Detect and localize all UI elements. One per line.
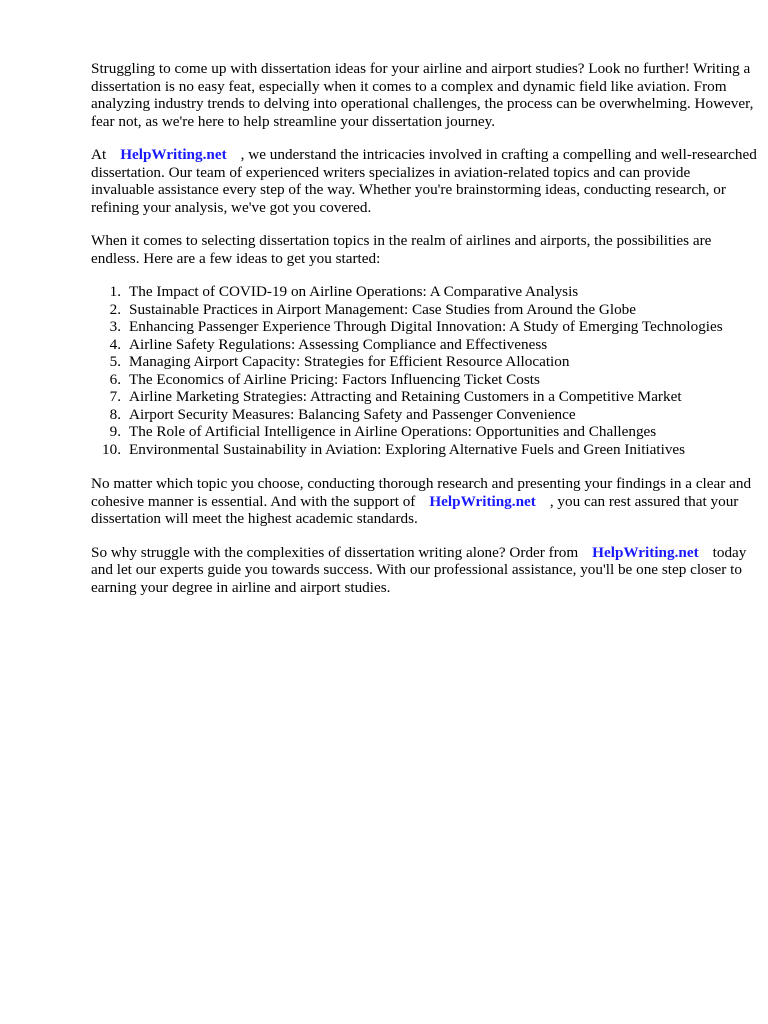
research-post-text: , you can rest assured that your dissertation will meet the highest academic standards.	[91, 492, 739, 527]
list-item	[91, 283, 757, 301]
list-item	[91, 371, 757, 389]
closing-post-text: today and let our experts guide you towards success. With our professional assistance, you'll be one step closer to earning your degree in airline and airport studies.	[91, 543, 747, 596]
closing-pre-text: So why struggle with the complexities of dissertation writing alone? Order from	[91, 543, 579, 561]
helpwriting-link-research[interactable]: HelpWriting.net	[429, 492, 536, 510]
topics-intro-paragraph: When it comes to selecting dissertation topics in the realm of airlines and airports, the possibilities are endless. Here are a few ideas to get you started:	[91, 232, 712, 267]
list-item	[91, 423, 757, 441]
helpwriting-link-about[interactable]: HelpWriting.net	[120, 146, 227, 163]
list-item-number: 5.	[109, 353, 121, 370]
list-item-text: Environmental Sustainability in Aviation: Exploring Alternative Fuels and Green Initiatives	[129, 440, 686, 458]
list-item-number: 4.	[109, 335, 121, 353]
helpwriting-link-closing[interactable]: HelpWriting.net	[592, 543, 699, 561]
about-post-text: , we understand the intricacies involved in crafting a compelling and well-researched dissertation. Our team of experienced writers specializes in aviation-related topics and can provide invaluable assistance every step of the way. Whether you're brainstorming ideas, conducting research, or refining your analysis, we've got you covered.	[91, 146, 757, 216]
list-item	[91, 318, 757, 336]
list-item-number: 6.	[109, 370, 121, 388]
list-item-text: The Economics of Airline Pricing: Factors Influencing Ticket Costs	[129, 370, 540, 388]
list-item-number: 1.	[109, 283, 121, 300]
closing-paragraph	[91, 544, 757, 597]
list-item-text: Airline Marketing Strategies: Attracting and Retaining Customers in a Competitive Market	[129, 388, 682, 405]
intro-paragraph: Struggling to come up with dissertation ideas for your airline and airport studies? Look no further! Writing a dissertation is no easy feat, especially when it comes to a complex and dynamic field like aviation. From analyzing industry trends to delving into operational challenges, the process can be overwhelming. However, fear not, as we're here to help streamline your dissertation journey.	[91, 60, 754, 130]
list-item-text: Sustainable Practices in Airport Management: Case Studies from Around the Globe	[129, 300, 636, 318]
list-item-text: Airport Security Measures: Balancing Safety and Passenger Convenience	[129, 405, 576, 423]
list-item-number: 9.	[109, 423, 121, 440]
list-item-text: The Impact of COVID-19 on Airline Operations: A Comparative Analysis	[129, 283, 579, 300]
about-pre-text: At	[91, 146, 107, 163]
list-item	[91, 441, 757, 459]
list-item	[91, 353, 757, 371]
list-item-text: The Role of Artificial Intelligence in Airline Operations: Opportunities and Challenges	[129, 423, 657, 440]
about-paragraph	[91, 146, 757, 216]
topics-list	[91, 283, 757, 458]
list-item-number: 3.	[109, 318, 121, 335]
list-item-text: Managing Airport Capacity: Strategies for Efficient Resource Allocation	[129, 353, 570, 370]
list-item	[91, 406, 757, 424]
list-item-number: 7.	[109, 388, 121, 405]
research-pre-text: No matter which topic you choose, conducting thorough research and presenting your findings in a clear and cohesive manner is essential. And with the support of	[91, 475, 752, 510]
document-page	[91, 60, 757, 612]
list-item	[91, 336, 757, 354]
list-item-number: 2.	[109, 300, 121, 318]
research-paragraph	[91, 475, 757, 528]
list-item	[91, 301, 757, 319]
list-item-number: 10.	[102, 440, 121, 458]
list-item-text: Airline Safety Regulations: Assessing Compliance and Effectiveness	[129, 335, 548, 353]
list-item-text: Enhancing Passenger Experience Through Digital Innovation: A Study of Emerging Technologies	[129, 318, 723, 335]
list-item	[91, 388, 757, 406]
list-item-number: 8.	[109, 405, 121, 423]
